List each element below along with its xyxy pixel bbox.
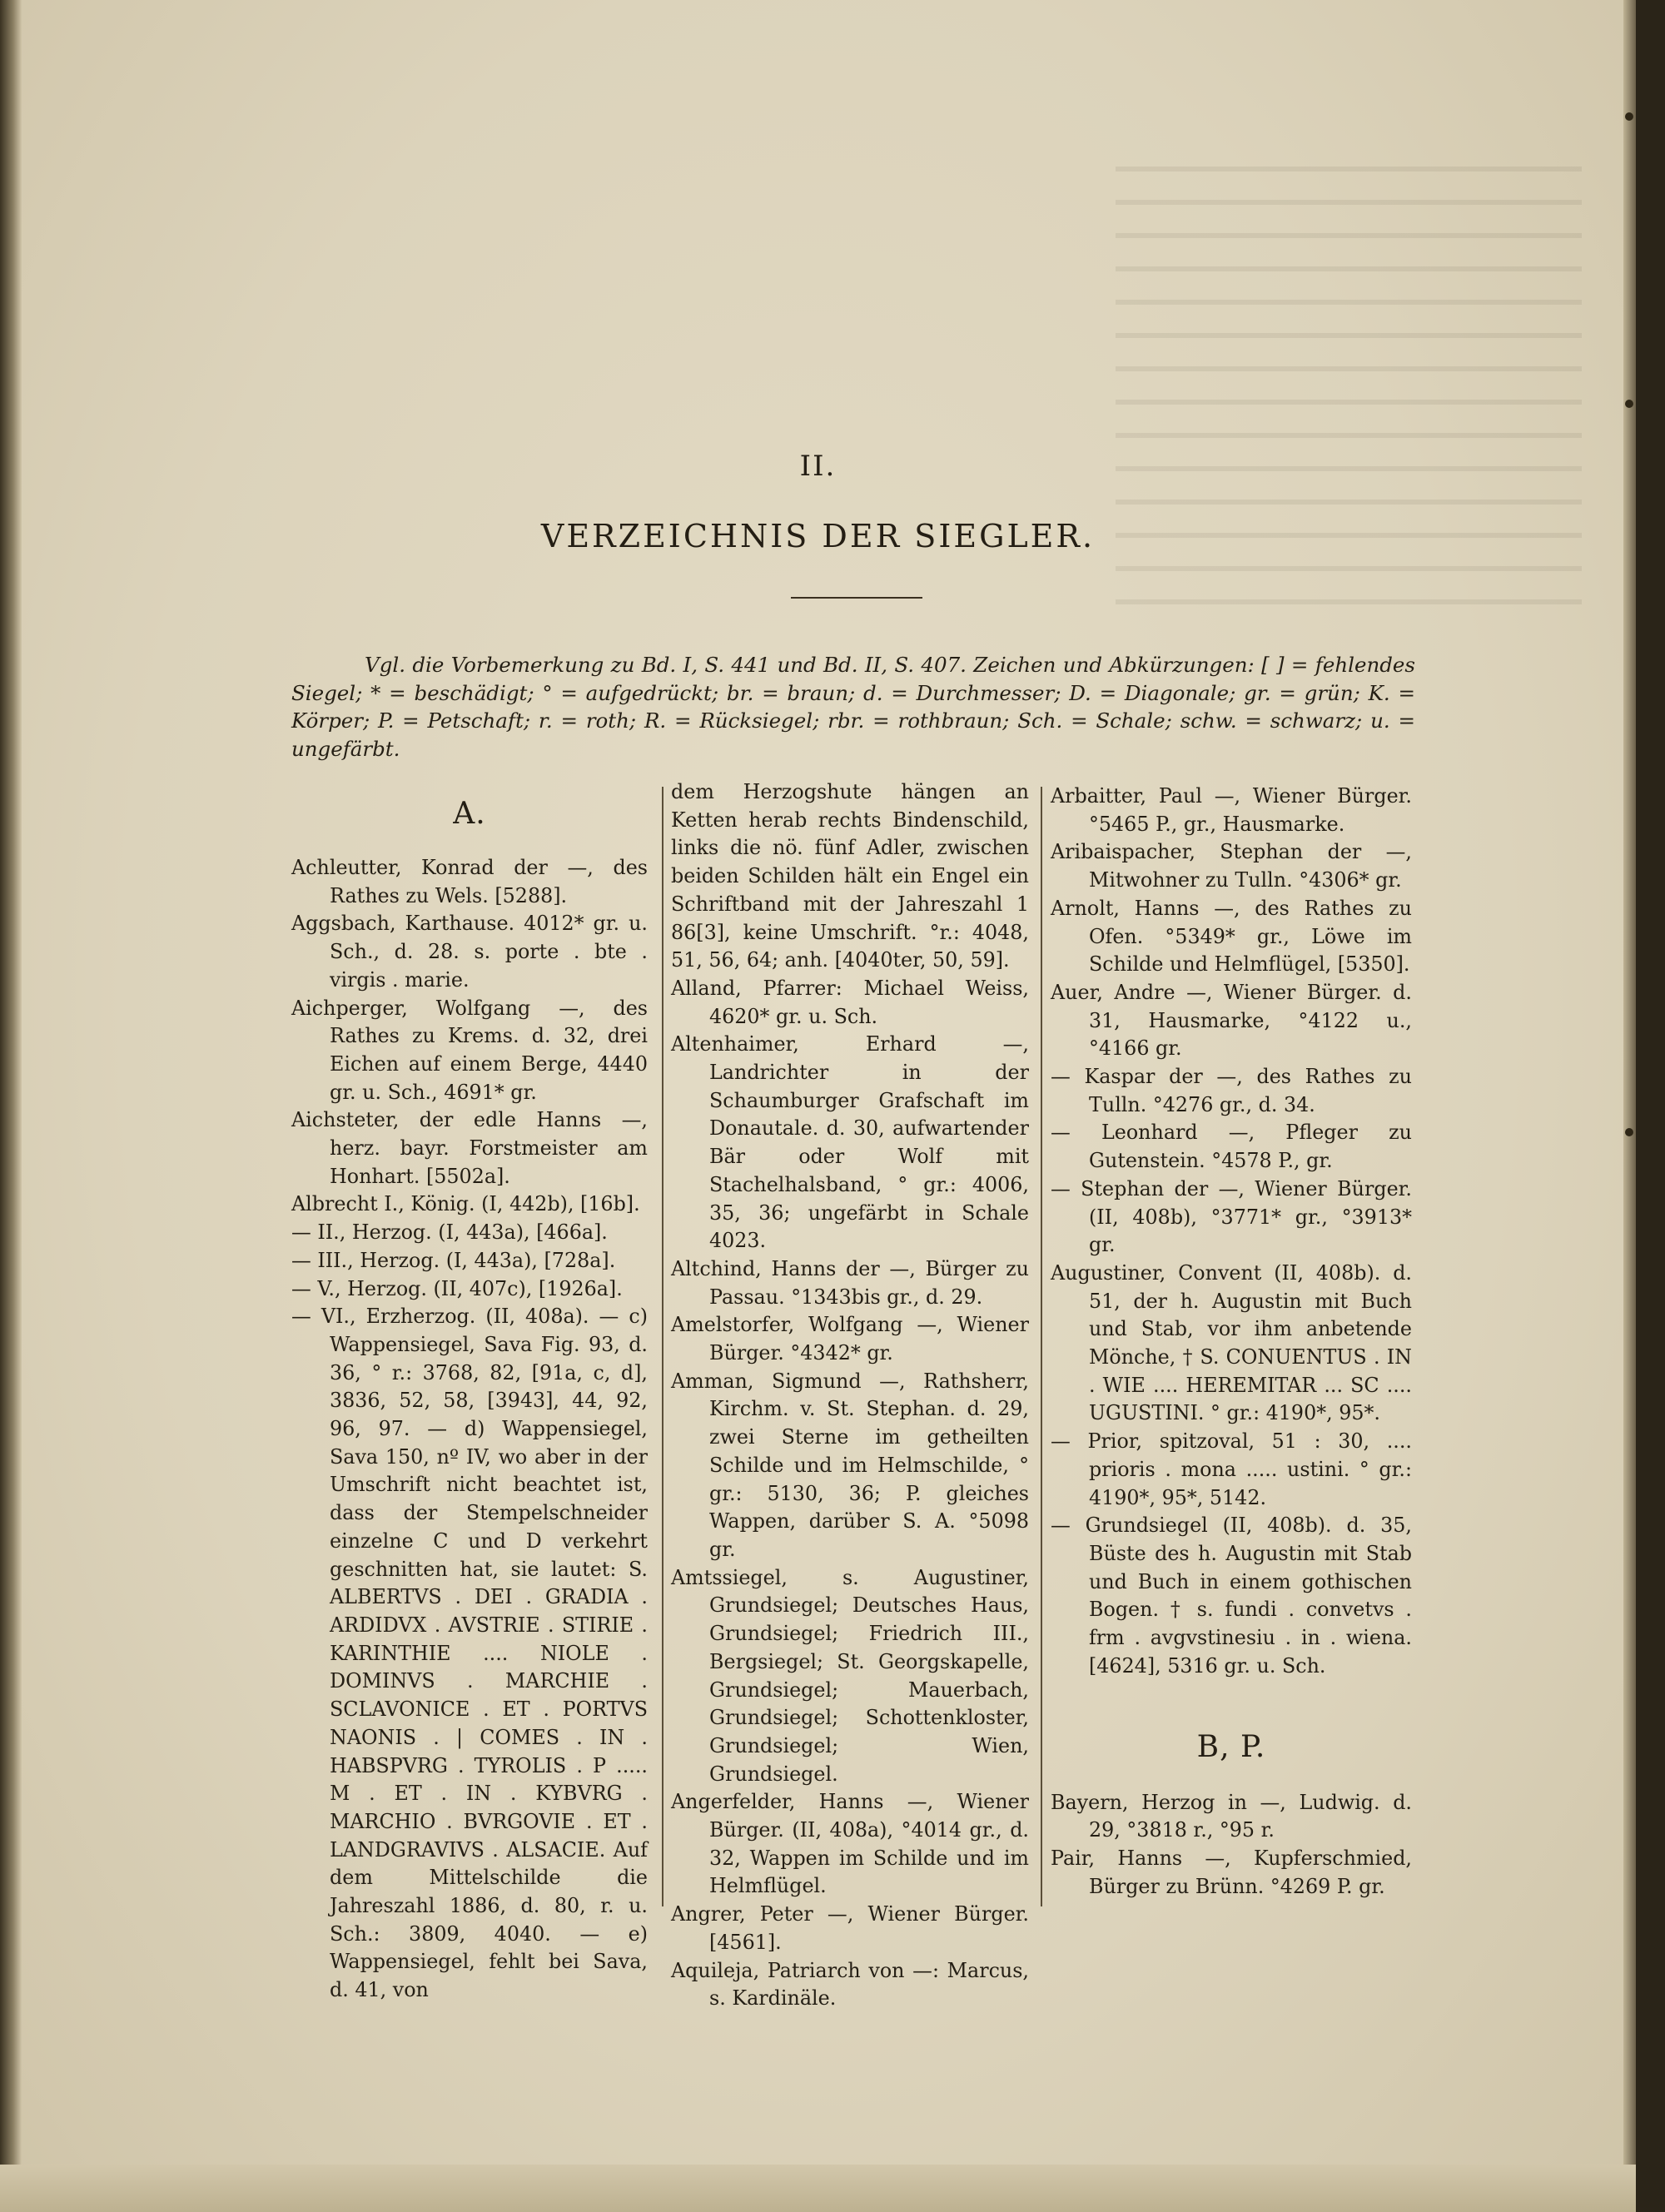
index-entry: Alland, Pfarrer: Michael Weiss, 4620* gr. u. Sch. (671, 976, 1029, 1028)
section-numeral: II. (799, 450, 837, 483)
index-entry: Aggsbach, Karthause. 4012* gr. u. Sch., d. 28. s. porte . bte . virgis . marie. (291, 912, 648, 992)
index-entry: Aichsteter, der edle Hanns —, herz. bayr. Forstmeister am Honhart. [5502a]. (291, 1108, 648, 1188)
index-entry: Angerfelder, Hanns —, Wiener Bürger. (II, 408a), °4014 gr., d. 32, Wappen im Schilde und im Helmflügel. (671, 1790, 1029, 1898)
index-entry: Angrer, Peter —, Wiener Bürger. [4561]. (671, 1902, 1029, 1954)
index-entry: Aichperger, Wolfgang —, des Rathes zu Krems. d. 32, drei Eichen auf einem Berge, 4440 gr. u. Sch., 4691* gr. (291, 996, 648, 1104)
intro-paragraph (291, 651, 1415, 763)
column-divider (662, 787, 664, 1906)
index-entry: Altchind, Hanns der —, Bürger zu Passau. °1343bis gr., d. 29. (671, 1256, 1029, 1309)
index-entry: — Prior, spitzoval, 51 : 30, .... prioris . mona ..... ustini. ° gr.: 4190*, 95*, 5142. (1051, 1429, 1412, 1509)
index-entry: — II., Herzog. (I, 443a), [466a]. (291, 1220, 608, 1245)
index-entry: — Grundsiegel (II, 408b). d. 35, Büste des h. Augustin mit Stab und Buch in einem gothischen Bogen. † s. fundi . convetvs . frm . avgvstinesiu . in . wiena. [4624], 5316 gr. u. Sch. (1051, 1514, 1412, 1678)
index-entry: — VI., Erzherzog. (II, 408a). — c) Wappensiegel, Sava Fig. 93, d. 36, ° r.: 3768, 82, [91a, c, d], 3836, 52, 58, [3943], 44, 92, 96, 97. — d) Wappensiegel, Sava 150, nº IV, wo aber in der Umschrift nicht beachtet ist, dass der Stempelschneider einzelne C und D verkehrt geschnitten hat, sie lautet: S. ALBERTVS . DEI . GRADIA . ARDIDVX . AVSTRIE . STIRIE . KARINTHIE .... NIOLE . DOMINVS . MARCHIE . SCLAVONICE . ET . PORTVS NAONIS . | COMES . IN . HABSPVRG . TYROLIS . P ..... M . ET . IN . KYBVRG . MARCHIO . BVRGOVIE . ET . LANDGRAVIVS . ALSACIE. Auf dem Mittelschilde die Jahreszahl 1886, d. 80, r. u. Sch.: 3809, 4040. — e) Wappensiegel, fehlt bei Sava, d. 41, von (291, 1305, 648, 2002)
continued-entry: dem Herzogshute hängen an Ketten herab rechts Bindenschild, links die nö. fünf Adler, zwischen beiden Schilden hält ein Engel ein Schriftband mit der Jahreszahl 1 86[3], keine Umschrift. °r.: 4048, 51, 56, 64; anh. [4040ter, 50, 59]. (671, 780, 1029, 972)
index-entry: Auer, Andre —, Wiener Bürger. d. 31, Hausmarke, °4122 u., °4166 gr. (1051, 980, 1412, 1061)
binding-hole-icon (1625, 112, 1633, 121)
index-entry: Amtssiegel, s. Augustiner, Grundsiegel; Deutsches Haus, Grundsiegel; Friedrich III., Bergsiegel; St. Georgskapelle, Grundsiegel; Mauerbach, Grundsiegel; Schottenkloster, Grundsiegel; Wien, Grundsiegel. (671, 1565, 1029, 1786)
index-entry: — Stephan der —, Wiener Bürger. (II, 408b), °3771* gr., °3913* gr. (1051, 1176, 1412, 1257)
index-entry: Albrecht I., König. (I, 442b), [16b]. (291, 1192, 640, 1216)
section-letter-b-p: B, P. (1196, 1729, 1266, 1764)
page-title: VERZEICHNIS DER SIEGLER. (540, 518, 1096, 554)
binding-hole-icon (1625, 1128, 1633, 1136)
index-entry: Pair, Hanns —, Kupferschmied, Bürger zu Brünn. °4269 P. gr. (1051, 1846, 1412, 1898)
index-entry: Achleutter, Konrad der —, des Rathes zu Wels. [5288]. (291, 856, 648, 907)
index-entry: Amelstorfer, Wolfgang —, Wiener Bürger. °4342* gr. (671, 1313, 1029, 1365)
index-entry: Arbaitter, Paul —, Wiener Bürger. °5465 P., gr., Hausmarke. (1051, 784, 1412, 836)
index-entry: Aribaispacher, Stephan der —, Mitwohner zu Tulln. °4306* gr. (1051, 840, 1412, 892)
index-entry: — III., Herzog. (I, 443a), [728a]. (291, 1248, 616, 1272)
index-entry: Augustiner, Convent (II, 408b). d. 51, der h. Augustin mit Buch und Stab, vor ihm anbetende Mönche, † S. CONUENTUS . IN . WIE .... HEREMITAR ... SC .... UGUSTINI. ° gr.: 4190*, 95*. (1051, 1260, 1412, 1425)
index-entry: — V., Herzog. (II, 407c), [1926a]. (291, 1276, 623, 1300)
section-letter-a: A. (453, 797, 486, 831)
title-rule (791, 597, 922, 599)
index-entry: — Leonhard —, Pfleger zu Gutenstein. °4578 P., gr. (1051, 1121, 1412, 1173)
index-entry: Altenhaimer, Erhard —, Landrichter in der Schaumburger Grafschaft im Donautale. d. 30, aufwartender Bär oder Wolf mit Stachelhalsband, ° gr.: 4006, 35, 36; ungefärbt in Schale 4023. (671, 1032, 1029, 1253)
index-entry: Bayern, Herzog in —, Ludwig. d. 29, °3818 r., °95 r. (1051, 1790, 1412, 1842)
index-entry: Aquileja, Patriarch von —: Marcus, s. Kardinäle. (671, 1958, 1029, 2011)
binding-hole-icon (1625, 400, 1633, 408)
column-1 (291, 791, 648, 2005)
index-entry: Amman, Sigmund —, Rathsherr, Kirchm. v. St. Stephan. d. 29, zwei Sterne im getheilten Schilde und im Helmschilde, ° gr.: 5130, 36; P. gleiches Wappen, darüber S. A. °5098 gr. (671, 1369, 1029, 1561)
page-fore-edge (1623, 0, 1636, 2212)
column-divider (1041, 787, 1042, 1906)
page-bottom-edge (0, 2165, 1636, 2212)
index-entry: Arnolt, Hanns —, des Rathes zu Ofen. °5349* gr., Löwe im Schilde und Helmflügel, [5350]. (1051, 896, 1412, 977)
page-binding-edge (0, 0, 22, 2212)
index-entry: — Kaspar der —, des Rathes zu Tulln. °4276 gr., d. 34. (1051, 1065, 1412, 1116)
column-2 (671, 778, 1029, 2013)
column-3 (1051, 783, 1412, 1901)
intro-text: Vgl. die Vorbemerkung zu Bd. I, S. 441 und Bd. II, S. 407. Zeichen und Abkürzungen: [ ] = fehlendes Siegel; * = beschädigt; ° = aufgedrückt; br. = braun; d. = Durchmesser; D. = Diagonale; gr. = grün; K. = Körper; P. = Petschaft; r. = roth; R. = Rücksiegel; rbr. = rothbraun; Sch. = Schale; schw. = schwarz; u. = ungefärbt. (291, 653, 1415, 761)
bleed-through-text (1116, 167, 1582, 633)
